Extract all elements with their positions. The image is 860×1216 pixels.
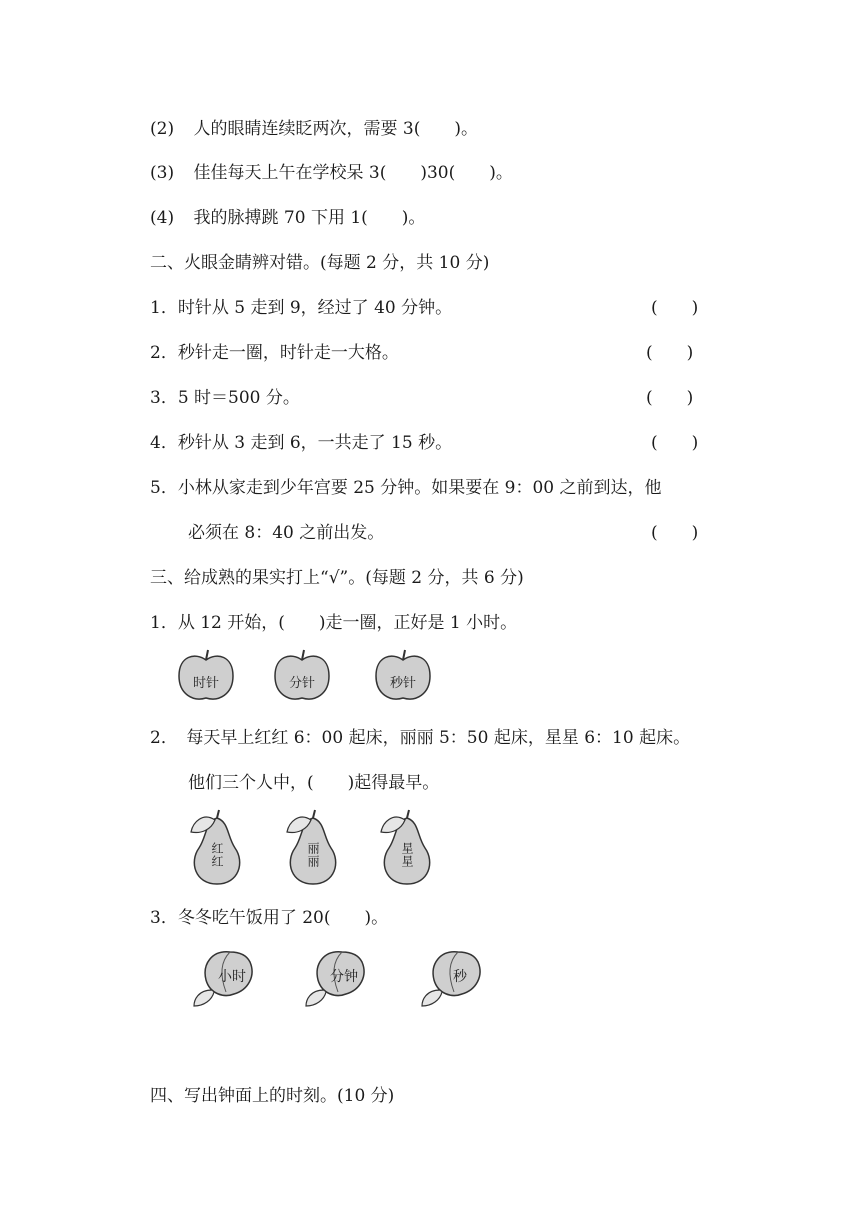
tf-item-5-cont: 必须在 8：40 之前出发。 (188, 523, 385, 543)
answer-paren-5[interactable]: ( ) (651, 523, 699, 543)
peach-row (190, 946, 500, 1010)
fruit-q2-text: 2． 每天早上红红 6：00 起床，丽丽 5：50 起床，星星 6：10 起床。 (150, 728, 691, 748)
pear-label: 星星 (400, 842, 414, 868)
item-text: 佳佳每天上午在学校呆 3( )30( )。 (193, 163, 513, 183)
apple-label: 秒针 (389, 676, 416, 691)
fruit-q3-text: 3．冬冬吃午饭用了 20( )。 (150, 908, 389, 928)
item-number: (4) (150, 208, 175, 228)
pear-label: 红红 (210, 842, 224, 868)
peach-label: 小时 (218, 969, 246, 985)
pear-option-3[interactable] (375, 808, 437, 886)
pear-row (185, 808, 455, 888)
apple-row (170, 648, 470, 708)
apple-option-2[interactable] (271, 648, 333, 704)
apple-label: 时针 (192, 676, 219, 691)
tf-item-2: 2．秒针走一圈，时针走一大格。 (150, 343, 399, 363)
item-text: 人的眼睛连续眨两次，需要 3( )。 (193, 119, 478, 139)
pear-option-2[interactable] (281, 808, 343, 886)
answer-paren-3[interactable]: ( ) (646, 388, 694, 408)
peach-option-2[interactable] (302, 946, 374, 1010)
answer-paren-2[interactable]: ( ) (646, 343, 694, 363)
item-text: 我的脉搏跳 70 下用 1( )。 (193, 208, 426, 228)
q-item-4 (150, 207, 425, 229)
item-number: (2) (150, 119, 175, 139)
answer-paren-4[interactable]: ( ) (651, 433, 699, 453)
pear-option-1[interactable] (185, 808, 247, 886)
q-item-3 (150, 162, 513, 184)
pear-label: 丽丽 (306, 842, 320, 868)
tf-item-1: 1．时针从 5 走到 9，经过了 40 分钟。 (150, 298, 453, 318)
peach-label: 秒 (453, 969, 467, 985)
section-3-title: 三、给成熟的果实打上“√”。(每题 2 分，共 6 分) (150, 568, 524, 588)
tf-item-4: 4．秒针从 3 走到 6，一共走了 15 秒。 (150, 433, 453, 453)
fruit-q2-cont: 他们三个人中，( )起得最早。 (188, 773, 440, 793)
peach-option-1[interactable] (190, 946, 262, 1010)
tf-item-5: 5．小林从家走到少年宫要 25 分钟。如果要在 9：00 之前到达，他 (150, 478, 662, 498)
tf-item-3: 3．5 时＝500 分。 (150, 388, 300, 408)
peach-option-3[interactable] (418, 946, 490, 1010)
apple-label: 分针 (288, 676, 315, 691)
section-2-title: 二、火眼金睛辨对错。(每题 2 分，共 10 分) (150, 253, 490, 273)
apple-option-3[interactable] (372, 648, 434, 704)
q-item-2 (150, 118, 478, 140)
peach-label: 分钟 (330, 969, 358, 985)
item-number: (3) (150, 163, 175, 183)
answer-paren-1[interactable]: ( ) (651, 298, 699, 318)
fruit-q1-text: 1．从 12 开始，( )走一圈，正好是 1 小时。 (150, 613, 518, 633)
apple-option-1[interactable] (175, 648, 237, 704)
section-4-title: 四、写出钟面上的时刻。(10 分) (150, 1086, 395, 1106)
